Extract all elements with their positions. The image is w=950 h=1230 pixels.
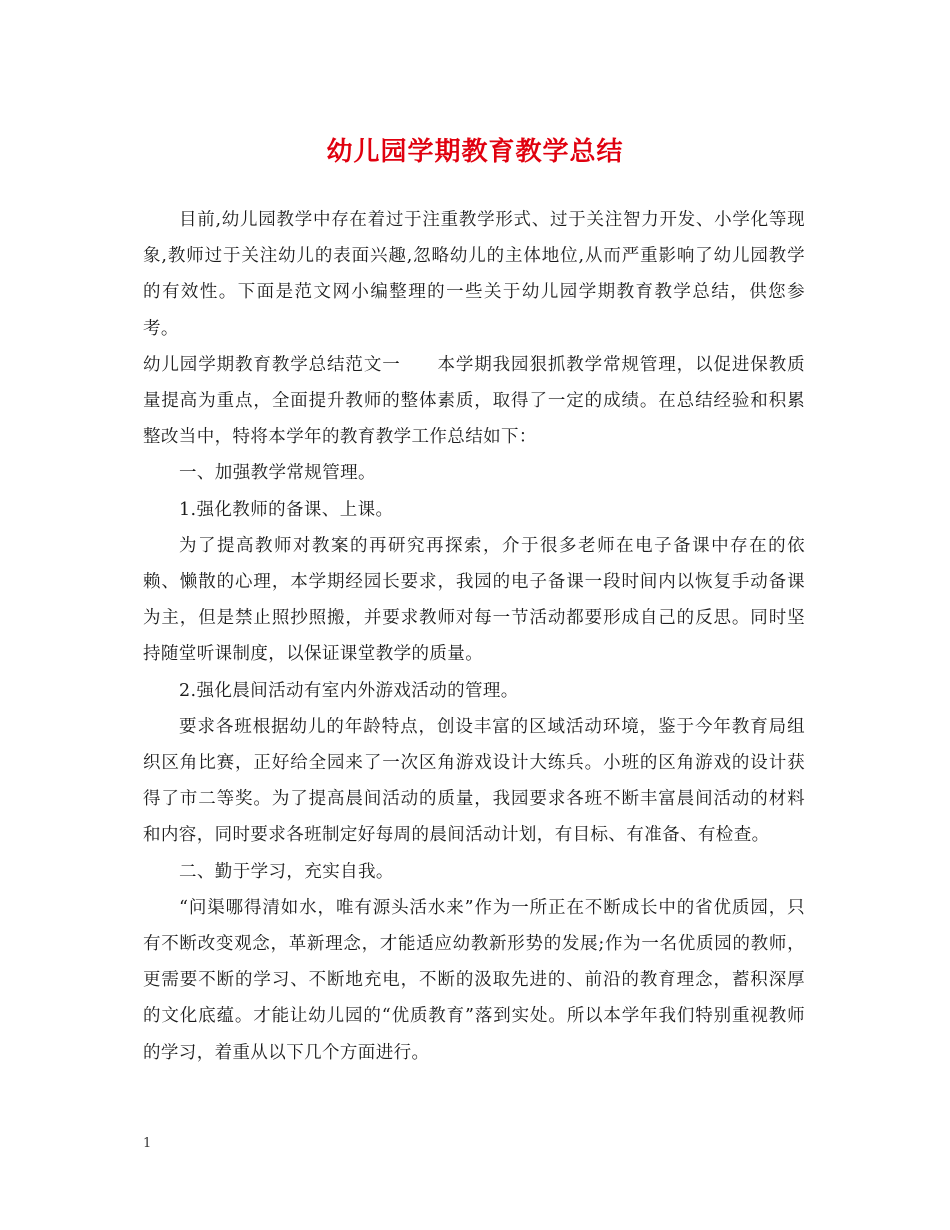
- subsection-heading: 2.强化晨间活动有室内外游戏活动的管理。: [179, 680, 519, 701]
- document-body: [143, 202, 805, 1071]
- section-heading: 二、勤于学习，充实自我。: [179, 861, 394, 882]
- paragraph: 要求各班根据幼儿的年龄特点，创设丰富的区域活动环境，鉴于今年教育局组织区角比赛，正好给全园来了一次区角游戏设计大练兵。小班的区角游戏的设计获得了市二等奖。为了提高晨间活动的质量，我园要求各班不断丰富晨间活动的材料和内容，同时要求各班制定好每周的晨间活动计划，有目标、有准备、有检查。: [143, 716, 805, 846]
- paragraph: 目前,幼儿园教学中存在着过于注重教学形式、过于关注智力开发、小学化等现象,教师过于关注幼儿的表面兴趣,忽略幼儿的主体地位,从而严重影响了幼儿园教学的有效性。下面是范文网小编整理的一些关于幼儿园学期教育教学总结，供您参考。: [143, 210, 805, 339]
- section-heading: 一、加强教学常规管理。: [179, 463, 376, 484]
- paragraph: 幼儿园学期教育教学总结范文一 本学期我园狠抓教学常规管理，以促进保教质量提高为重点，全面提升教师的整体素质，取得了一定的成绩。在总结经验和积累整改当中，特将本学年的教育教学工作总结如下：: [143, 354, 805, 448]
- paragraph: 为了提高教师对教案的再研究再探索，介于很多老师在电子备课中存在的依赖、懒散的心理，本学期经园长要求，我园的电子备课一段时间内以恢复手动备课为主，但是禁止照抄照搬，并要求教师对每一节活动都要形成自己的反思。同时坚持随堂听课制度，以保证课堂教学的质量。: [143, 535, 805, 665]
- document-title: 幼儿园学期教育教学总结: [326, 137, 624, 167]
- page-number: 1: [143, 1136, 152, 1151]
- paragraph: “问渠哪得清如水，唯有源头活水来”作为一所正在不断成长中的省优质园，只有不断改变观念，革新理念，才能适应幼教新形势的发展;作为一名优质园的教师，更需要不断的学习、不断地充电，不断的汲取先进的、前沿的教育理念，蓄积深厚的文化底蕴。才能让幼儿园的“优质教育”落到实处。所以本学年我们特别重视教师的学习，着重从以下几个方面进行。: [143, 897, 805, 1063]
- subsection-heading: 1.强化教师的备课、上课。: [179, 499, 394, 520]
